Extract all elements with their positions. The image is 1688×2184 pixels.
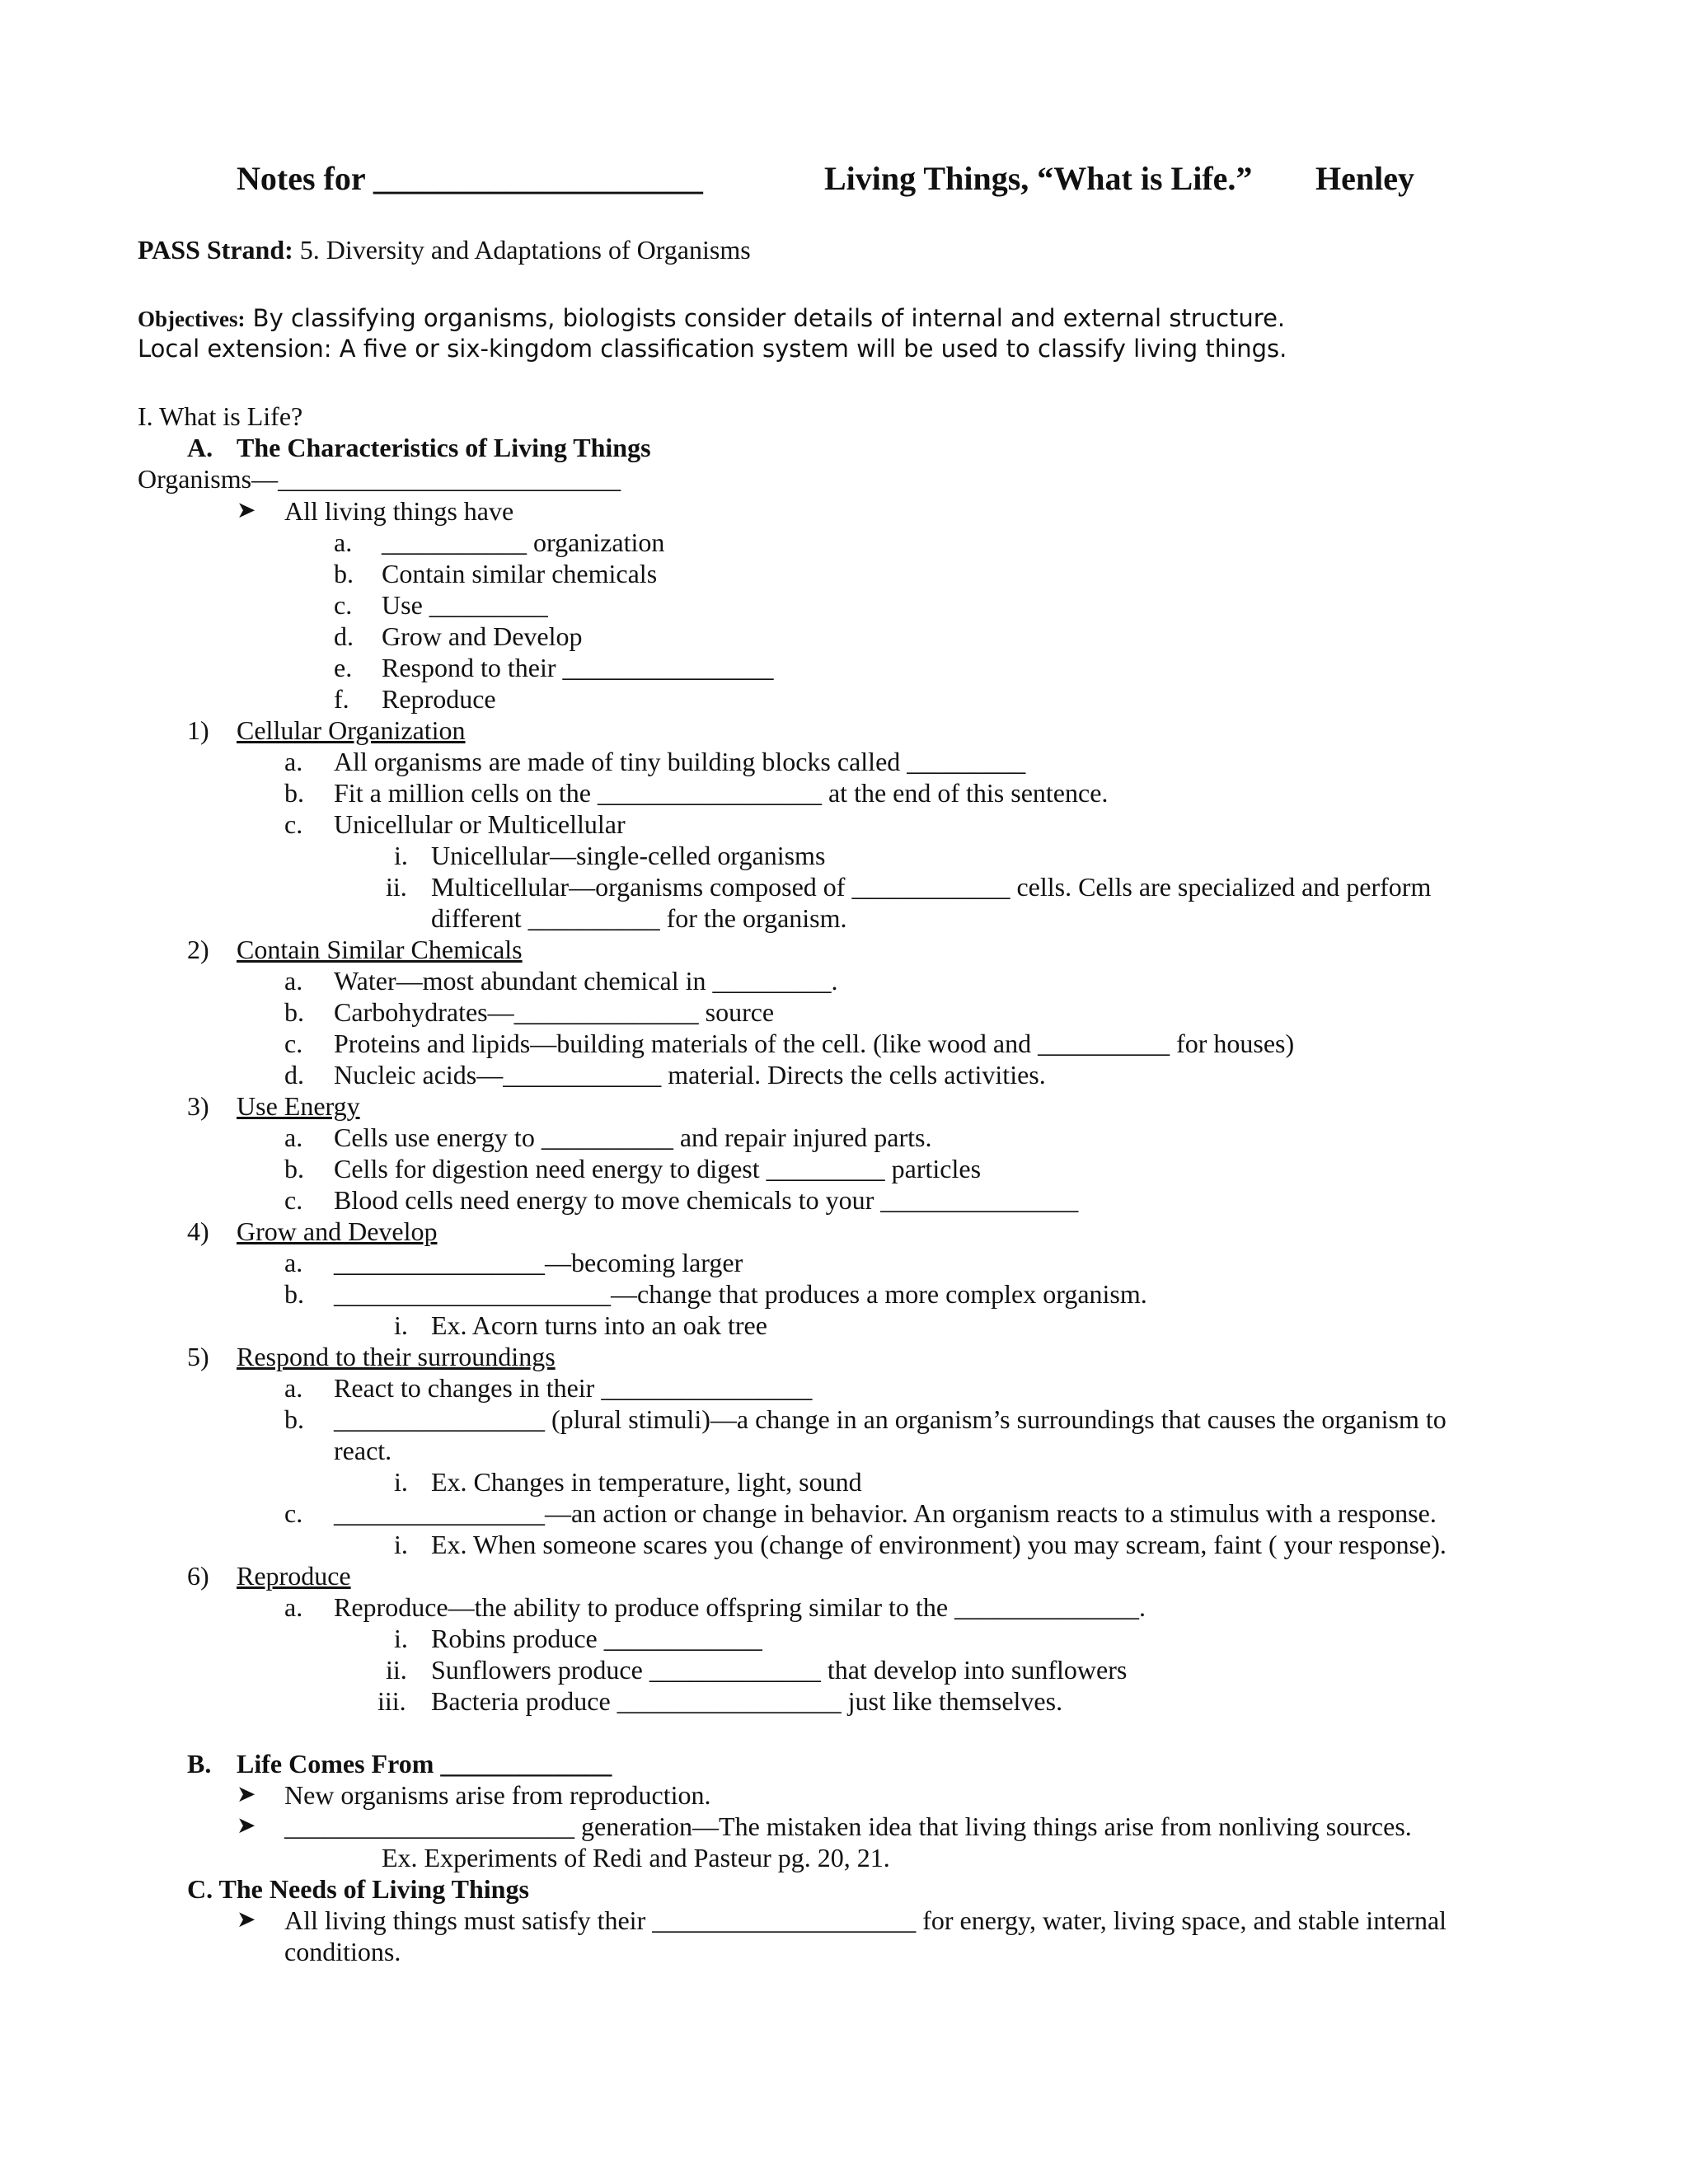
list-item: Ex. When someone scares you (change of environment) you may scream, faint ( your response). bbox=[431, 1530, 1447, 1559]
list-marker: 4) bbox=[187, 1216, 209, 1246]
pass-strand bbox=[138, 234, 751, 265]
list-item: ________________—becoming larger bbox=[334, 1248, 743, 1277]
pass-strand-text: 5. Diversity and Adaptations of Organisms bbox=[293, 235, 751, 265]
list-marker: a. bbox=[284, 1373, 303, 1403]
list-marker: b. bbox=[284, 778, 304, 808]
list-item: Multicellular—organisms composed of ____________ cells. Cells are specialized and perform bbox=[431, 872, 1432, 902]
list-item: Reproduce—the ability to produce offspring similar to the ______________. bbox=[334, 1592, 1146, 1622]
list-item: All organisms are made of tiny building blocks called _________ bbox=[334, 747, 1026, 776]
list-item: Contain similar chemicals bbox=[382, 559, 658, 588]
list-marker: ii. bbox=[386, 1655, 407, 1685]
list-item: All living things have bbox=[284, 496, 514, 526]
list-item: Unicellular—single-celled organisms bbox=[431, 841, 826, 870]
list-item: Carbohydrates—______________ source bbox=[334, 997, 775, 1027]
list-item: All living things must satisfy their ____________________ for energy, water, living space, and stable internal bbox=[284, 1905, 1447, 1935]
list-marker: a. bbox=[284, 1248, 303, 1277]
pass-strand-label: PASS Strand: bbox=[138, 235, 293, 265]
list-marker: i. bbox=[394, 1467, 408, 1497]
list-item: Reproduce bbox=[382, 684, 496, 714]
list-marker: a. bbox=[284, 1122, 303, 1152]
section-heading: I. What is Life? bbox=[138, 401, 303, 431]
bullet-arrow-icon: ➤ bbox=[237, 498, 256, 523]
list-marker: d. bbox=[334, 621, 354, 651]
list-item: Use _________ bbox=[382, 590, 548, 620]
list-item-continuation: different __________ for the organism. bbox=[431, 903, 847, 933]
notes-for-heading: Notes for ____________________ bbox=[237, 160, 703, 197]
list-item: ________________—an action or change in behavior. An organism reacts to a stimulus with a response. bbox=[334, 1498, 1437, 1528]
list-item: _____________________—change that produces a more complex organism. bbox=[334, 1279, 1147, 1309]
local-extension: Local extension: A five or six-kingdom classification system will be used to classify living things. bbox=[138, 335, 1287, 363]
list-marker: b. bbox=[284, 997, 304, 1027]
subsection-title: Life Comes From _____________ bbox=[237, 1749, 612, 1779]
list-marker: 5) bbox=[187, 1342, 209, 1371]
subsection-marker: A. bbox=[187, 433, 213, 462]
list-marker: i. bbox=[394, 1624, 408, 1653]
subsection-title: The Characteristics of Living Things bbox=[237, 433, 651, 462]
list-marker: a. bbox=[284, 747, 303, 776]
list-marker: c. bbox=[284, 809, 303, 839]
bullet-arrow-icon: ➤ bbox=[237, 1907, 256, 1933]
organisms-definition: Organisms—__________________________ bbox=[138, 464, 621, 494]
list-marker: c. bbox=[284, 1029, 303, 1058]
topic-heading: Respond to their surroundings bbox=[237, 1342, 556, 1371]
topic-heading: Grow and Develop bbox=[237, 1216, 438, 1246]
list-item: Robins produce ____________ bbox=[431, 1624, 762, 1653]
list-marker: b. bbox=[284, 1279, 304, 1309]
list-item: Water—most abundant chemical in _________. bbox=[334, 966, 838, 996]
list-marker: a. bbox=[284, 1592, 303, 1622]
list-marker: c. bbox=[284, 1498, 303, 1528]
list-marker: c. bbox=[334, 590, 353, 620]
list-item: ________________ (plural stimuli)—a change in an organism’s surroundings that causes the organism to bbox=[334, 1404, 1447, 1434]
list-marker: 2) bbox=[187, 935, 209, 964]
list-item: Cells for digestion need energy to digest _________ particles bbox=[334, 1154, 982, 1183]
list-item: Ex. Changes in temperature, light, sound bbox=[431, 1467, 862, 1497]
list-item-continuation: conditions. bbox=[284, 1937, 401, 1966]
list-item: Respond to their ________________ bbox=[382, 653, 774, 682]
list-marker: c. bbox=[284, 1185, 303, 1215]
subsection-title: C. The Needs of Living Things bbox=[187, 1874, 529, 1904]
list-marker: e. bbox=[334, 653, 353, 682]
list-marker: b. bbox=[334, 559, 354, 588]
list-marker: a. bbox=[284, 966, 303, 996]
bullet-arrow-icon: ➤ bbox=[237, 1782, 256, 1807]
list-marker: i. bbox=[394, 1530, 408, 1559]
list-item: ___________ organization bbox=[382, 527, 665, 557]
list-marker: a. bbox=[334, 527, 353, 557]
topic-heading: Cellular Organization bbox=[237, 715, 466, 745]
list-marker: i. bbox=[394, 1310, 408, 1340]
subsection-marker: B. bbox=[187, 1749, 212, 1779]
list-marker: f. bbox=[334, 684, 349, 714]
list-item: ______________________ generation—The mistaken idea that living things arise from nonliving sources. bbox=[284, 1811, 1412, 1841]
bullet-arrow-icon: ➤ bbox=[237, 1813, 256, 1839]
list-item: Fit a million cells on the _________________ at the end of this sentence. bbox=[334, 778, 1109, 808]
page-title: Living Things, “What is Life.” bbox=[824, 160, 1253, 197]
list-marker: ii. bbox=[386, 872, 407, 902]
topic-heading: Contain Similar Chemicals bbox=[237, 935, 523, 964]
objectives-text: By classifying organisms, biologists consider details of internal and external structure. bbox=[245, 304, 1286, 332]
list-marker: b. bbox=[284, 1154, 304, 1183]
list-item: Blood cells need energy to move chemicals to your _______________ bbox=[334, 1185, 1079, 1215]
list-marker: 3) bbox=[187, 1091, 209, 1121]
objectives-label: Objectives: bbox=[138, 307, 246, 331]
list-item: React to changes in their ________________ bbox=[334, 1373, 813, 1403]
list-item-example: Ex. Experiments of Redi and Pasteur pg. 20, 21. bbox=[382, 1843, 890, 1872]
topic-heading: Use Energy bbox=[237, 1091, 360, 1121]
list-item: Proteins and lipids—building materials of the cell. (like wood and __________ for houses) bbox=[334, 1029, 1295, 1058]
list-marker: b. bbox=[284, 1404, 304, 1434]
list-item: Sunflowers produce _____________ that develop into sunflowers bbox=[431, 1655, 1128, 1685]
topic-heading: Reproduce bbox=[237, 1561, 351, 1591]
list-item: Unicellular or Multicellular bbox=[334, 809, 626, 839]
list-item: Cells use energy to __________ and repair injured parts. bbox=[334, 1122, 932, 1152]
list-marker: 1) bbox=[187, 715, 209, 745]
author-name: Henley bbox=[1315, 160, 1414, 197]
list-item: New organisms arise from reproduction. bbox=[284, 1780, 711, 1810]
list-marker: iii. bbox=[377, 1686, 406, 1716]
list-item-continuation: react. bbox=[334, 1436, 392, 1465]
list-item: Bacteria produce _________________ just like themselves. bbox=[431, 1686, 1063, 1716]
list-marker: i. bbox=[394, 841, 408, 870]
objectives bbox=[138, 302, 1285, 335]
list-marker: 6) bbox=[187, 1561, 209, 1591]
list-marker: d. bbox=[284, 1060, 304, 1090]
list-item: Grow and Develop bbox=[382, 621, 583, 651]
list-item: Nucleic acids—____________ material. Directs the cells activities. bbox=[334, 1060, 1046, 1090]
list-item: Ex. Acorn turns into an oak tree bbox=[431, 1310, 767, 1340]
